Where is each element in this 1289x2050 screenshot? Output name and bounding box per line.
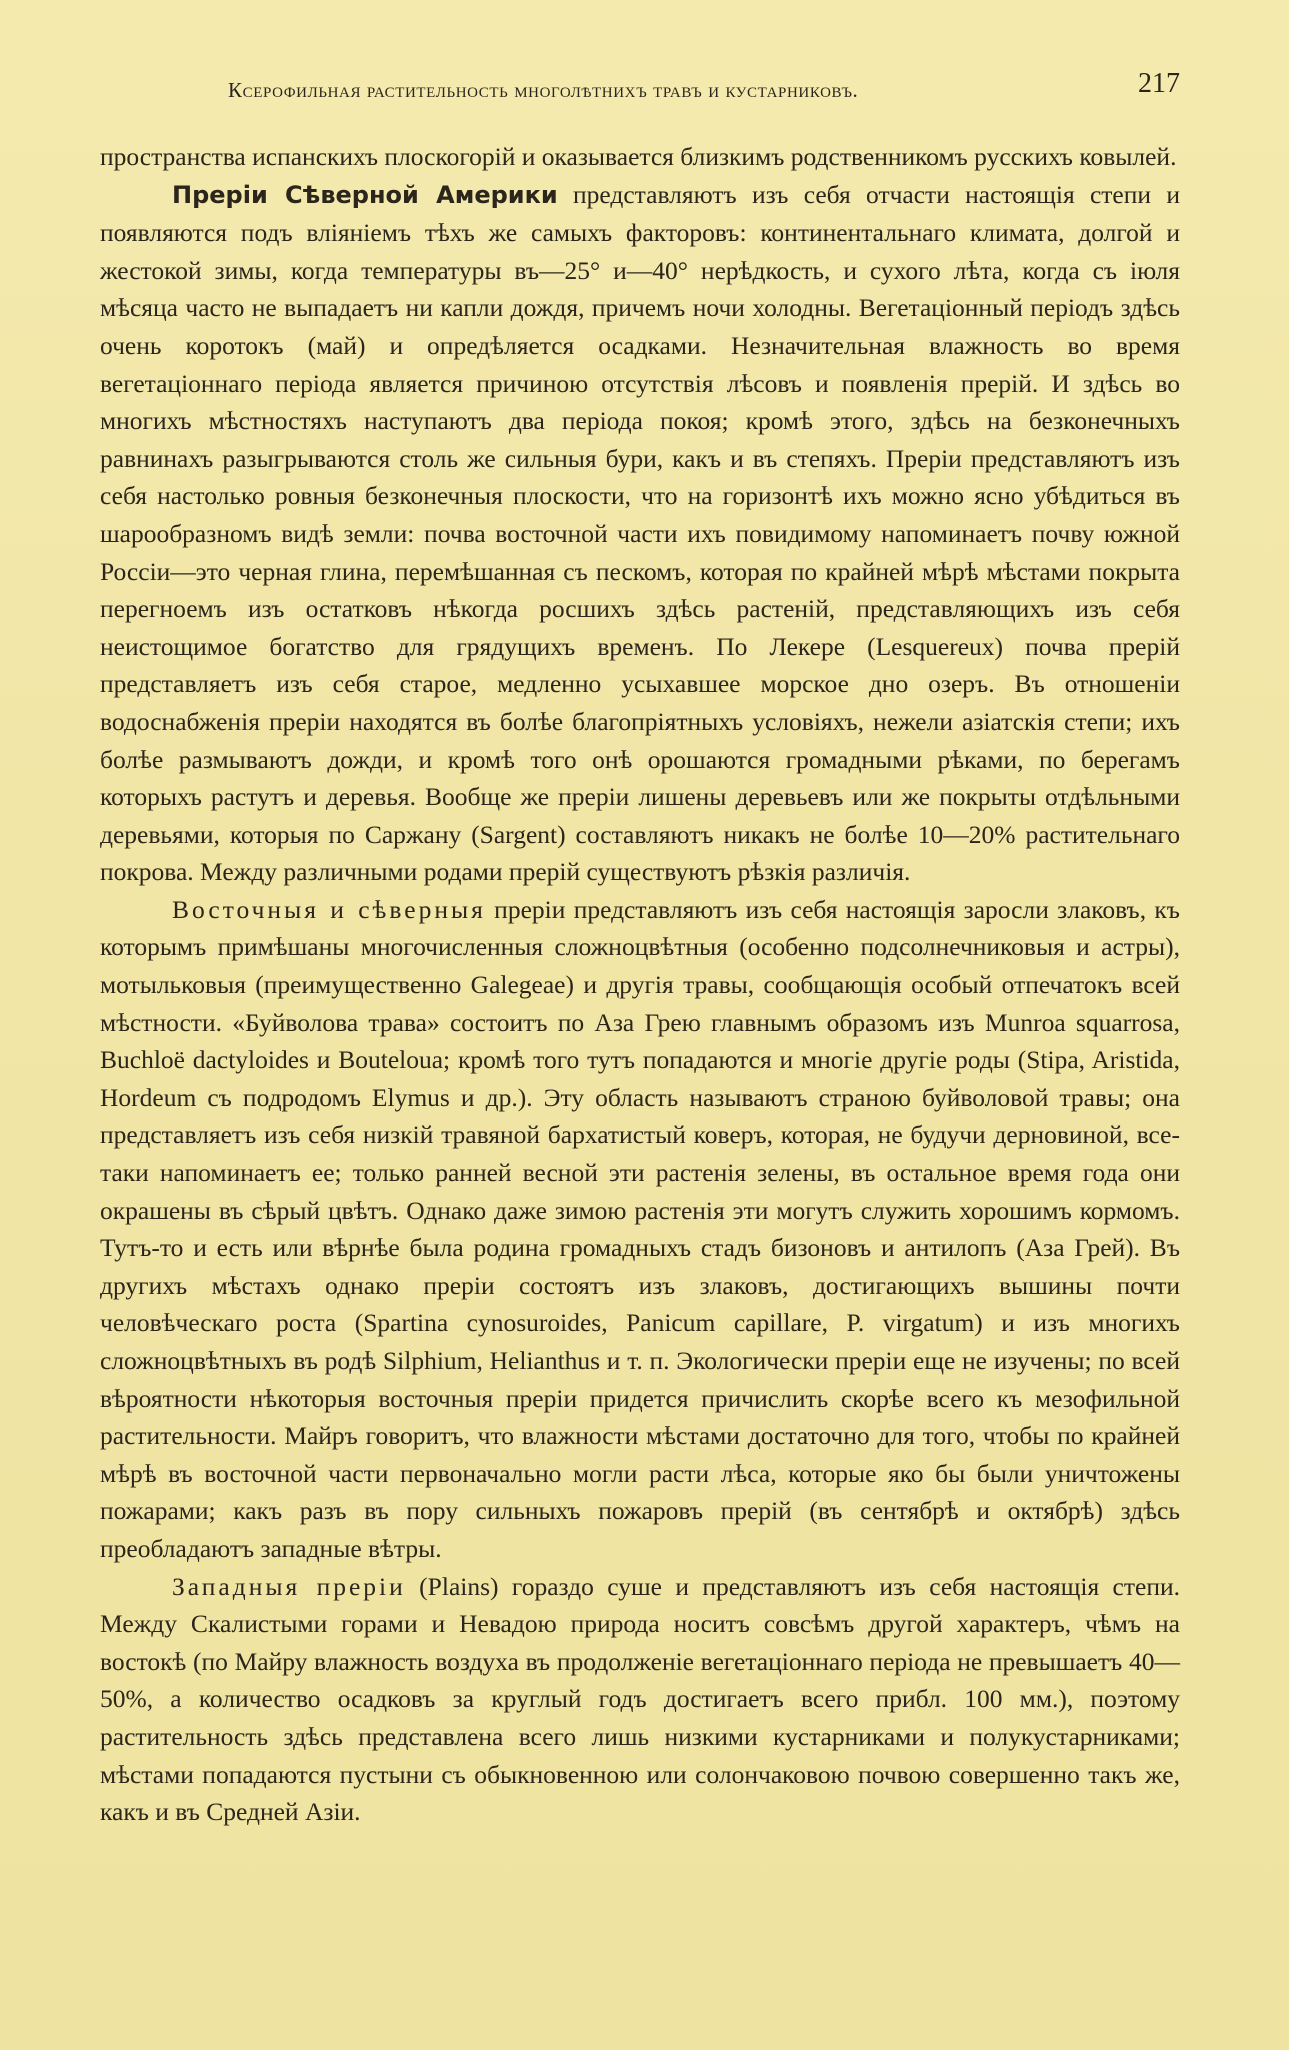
paragraph-1 [100,138,1180,176]
page-number: 217 [1138,68,1180,99]
paragraph-2-lead: Преріи Сѣверной Америки [172,180,558,209]
paragraph-2-text: представляютъ изъ себя отчасти настоящія степи и появляются подъ вліяніемъ тѣхъ же самыхъ факторовъ: континентальнаго климата, долгой и жестокой зимы, когда температуры въ—25° и—40° нерѣдкость, и сухого лѣта, когда съ іюля мѣсяца часто не выпадаетъ ни капли дождя, причемъ ночи холодны. Вегетаціонный періодъ здѣсь очень коротокъ (май) и опредѣляется осадками. Незначительная влажность во время вегетаціоннаго періода является причиною отсутствія лѣсовъ и появленія прерій. И здѣсь во многихъ мѣстностяхъ наступаютъ два періода покоя; кромѣ этого, здѣсь на безконечныхъ равнинахъ разыгрываются столь же сильныя бури, какъ и въ степяхъ. Преріи представляютъ изъ себя настолько ровныя безконечныя плоскости, что на горизонтѣ ихъ можно ясно убѣдиться въ шарообразномъ видѣ земли: почва восточной части ихъ повидимому напоминаетъ почву южной Россіи—это черная глина, перемѣшанная съ пескомъ, которая по крайней мѣрѣ мѣстами покрыта перегноемъ изъ остатковъ нѣкогда росшихъ здѣсь растеній, представляющихъ изъ себя неистощимое богатство для грядущихъ временъ. По Лекере (Lesquereux) почва прерій представляетъ изъ себя старое, медленно усыхавшее морское дно озеръ. Въ отношеніи водоснабженія преріи находятся въ болѣе благопріятныхъ условіяхъ, нежели азіатскія степи; ихъ болѣе размываютъ дожди, и кромѣ того онѣ орошаются громадными рѣками, по берегамъ которыхъ растутъ и деревья. Вообще же преріи лишены деревьевъ или же покрыты отдѣльными деревьями, которыя по Саржану (Sargent) составляютъ никакъ не болѣе 10—20% растительнаго покрова. Между различными родами прерій существуютъ рѣзкія различія. [100,179,1180,887]
paragraph-4-lead: Западныя преріи [172,1571,406,1601]
paragraph-3-text: преріи представляютъ изъ себя настоящія заросли злаковъ, къ которымъ примѣшаны многочисленныя сложноцвѣтныя (особенно подсолнечниковыя и астры), мотыльковыя (преимущественно Galegeae) и другія травы, сообщающія особый отпечатокъ всей мѣстности. «Буйволова трава» состоитъ по Аза Грею главнымъ образомъ изъ Munroa squarrosa, Buchloë dactyloides и Bouteloua; кромѣ того тутъ попадаются и многіе другіе роды (Stipa, Aristida, Hordeum съ подродомъ Elymus и др.). Эту область называютъ страною буйволовой травы; она представляетъ изъ себя низкій травяной бархатистый коверъ, которая, не будучи дерновиной, все-таки напоминаетъ ее; только ранней весной эти растенія зелены, въ остальное время года они окрашены въ сѣрый цвѣтъ. Однако даже зимою растенія эти могутъ служить хорошимъ кормомъ. Тутъ-то и есть или вѣрнѣе была родина громадныхъ стадъ бизоновъ и антилопъ (Аза Грей). Въ другихъ мѣстахъ однако преріи состоятъ изъ злаковъ, достигающихъ вышины почти человѣческаго роста (Spartina cynosuroides, Panicum capillare, P. virgatum) и изъ многихъ сложноцвѣтныхъ въ родѣ Silphium, Helianthus и т. п. Экологически преріи еще не изучены; по всей вѣроятности нѣкоторыя восточныя преріи придется причислить скорѣе всего къ мезофильной растительности. Майръ говоритъ, что влажности мѣстами достаточно для того, чтобы по крайней мѣрѣ въ восточной части первоначально могли расти лѣса, которые яко бы были уничтожены пожарами; какъ разъ въ пору сильныхъ пожаровъ прерій (въ сентябрѣ и октябрѣ) здѣсь преобладаютъ западные вѣтры. [100,894,1180,1563]
paragraph-1-text: пространства испанскихъ плоскогорій и оказывается близкимъ родственникомъ русскихъ ковылей. [100,142,1177,171]
paragraph-2 [100,176,1180,891]
paragraph-4 [100,1568,1180,1831]
book-page [100,60,1180,1831]
body-text [100,138,1180,1831]
paragraph-3 [100,891,1180,1568]
paragraph-3-lead: Восточныя и сѣверныя [172,894,486,924]
running-header [100,60,1180,116]
paragraph-4-text: (Plains) гораздо суше и представляютъ изъ себя настоящія степи. Между Скалистыми горами и Невадою природа носитъ совсѣмъ другой характеръ, чѣмъ на востокѣ (по Майру влажность воздуха въ продолженіе вегетаціоннаго періода не превышаетъ 40—50%, а количество осадковъ за круглый годъ достигаетъ всего прибл. 100 мм.), поэтому растительность здѣсь представлена всего лишь низкими кустарниками и полукустарниками; мѣстами попадаются пустыни съ обыкновенною или солончаковою почвою совершенно такъ же, какъ и въ Средней Азіи. [100,1571,1181,1827]
running-title: Ксерофильная растительность многолѣтнихъ травъ и кустарниковъ. [228,78,859,102]
